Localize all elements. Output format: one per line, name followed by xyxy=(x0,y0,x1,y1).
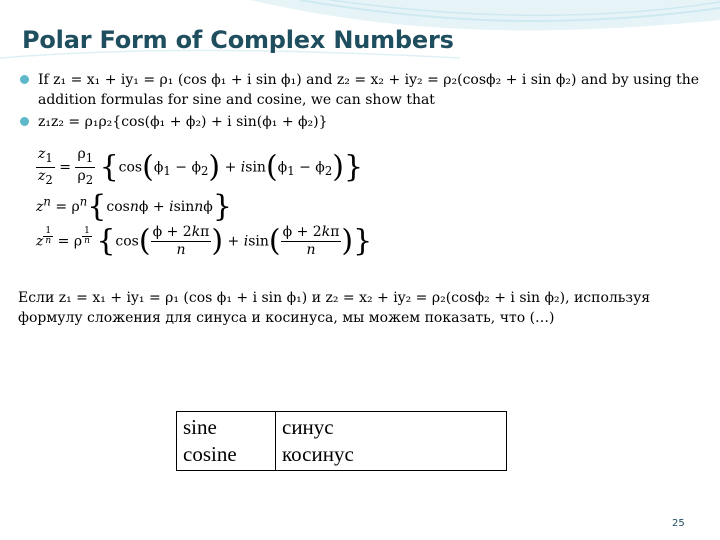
vocab-russian-cell xyxy=(276,412,507,471)
vocab-english-cell xyxy=(177,412,276,471)
vocab-english-1: sine xyxy=(183,415,217,439)
formula-root: z $^{\frac{1}{n}}$ = ρ $^{\frac{1}{n}}$ {cos( $\frac{\phi + 2k\pi}{n}$ ) + isin( $\frac{\phi + 2k\pi}{n}$ )} xyxy=(36,223,373,259)
bullet-text-2: z₁z₂ = ρ₁ρ₂{cos(ϕ₁ + ϕ₂) + i sin(ϕ₁ + ϕ₂)} xyxy=(38,114,328,130)
russian-paragraph: Если z₁ = x₁ + iy₁ = ρ₁ (cos ϕ₁ + i sin ϕ₁) и z₂ = x₂ + iy₂ = ρ₂(cosϕ₂ + i sin ϕ₂), используя формулу сложения для синуса и косинуса, мы можем показать, что (…) xyxy=(18,290,651,326)
bullet-text-1: If z₁ = x₁ + iy₁ = ρ₁ (cos ϕ₁ + i sin ϕ₁) and z₂ = x₂ + iy₂ = ρ₂(cosϕ₂ + i sin ϕ₂) and by using the addition formulas for sine and cosine, we can show that xyxy=(38,72,700,108)
formula-power: $z^n = \rho^n\{\cos n\phi + isinn\phi\}$ xyxy=(36,189,232,224)
bullet-dot-icon xyxy=(20,75,29,84)
vocab-russian-2: косинус xyxy=(282,442,354,466)
formula-quotient: $\frac{z_1}{z_2}$ = $\frac{\rho_1}{\rho_2}$ $\{\cos(\phi_1 - \phi_2) + isin(\phi_1 - \phi_2)\}$ xyxy=(38,146,364,187)
page-number: 25 xyxy=(672,518,685,529)
bullet-item-1 xyxy=(18,70,708,110)
vocabulary-table xyxy=(176,411,507,471)
table-row xyxy=(177,412,507,471)
vocab-russian-1: синус xyxy=(282,415,334,439)
slide-title: Polar Form of Complex Numbers xyxy=(22,26,454,54)
bullet-item-2 xyxy=(18,112,708,132)
bullet-list xyxy=(18,70,708,134)
vocab-english-2: cosine xyxy=(183,442,237,466)
bullet-dot-icon xyxy=(20,117,29,126)
